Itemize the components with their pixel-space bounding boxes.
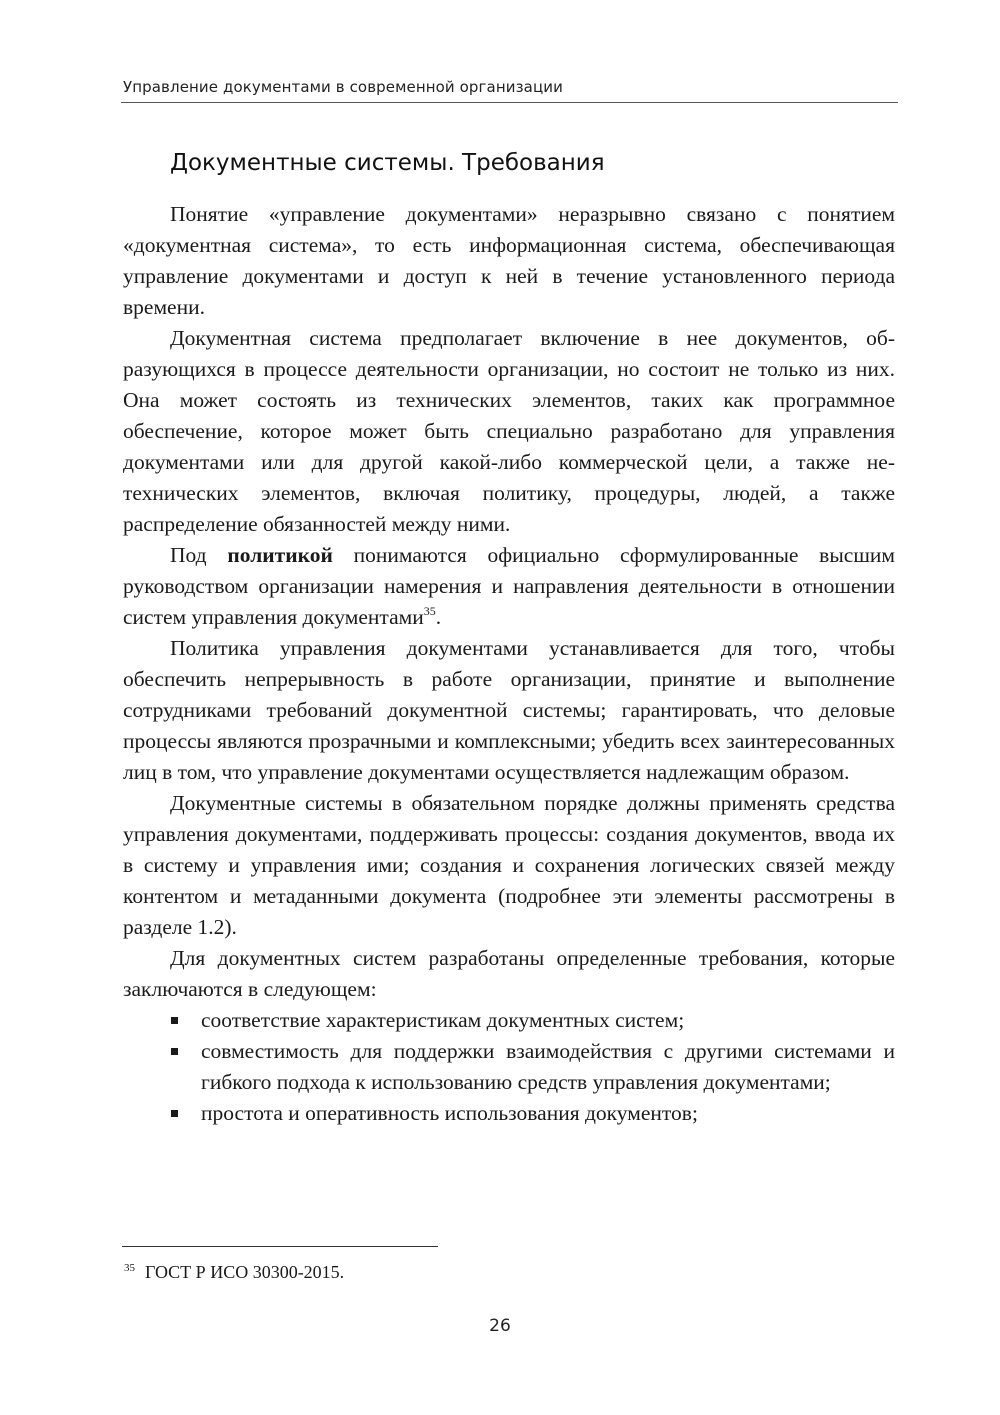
paragraph-5: Документные системы в обязательном порядке должны применять средства управления документами, поддерживать процессы: создания документов, ввода их в систему и управления ими; создания и сохранения логических связей между контентом и метаданными документа (подробнее эти элементы рассмотрены в разделе 1.2).	[123, 791, 895, 939]
list-item-text: соответствие характеристикам документных систем;	[201, 1008, 685, 1032]
paragraph-3-body: понимаются официально сформулированные высшим руководством организации намерения и направления деятельности в отношении систем управления документами	[123, 543, 895, 629]
list-item-text: простота и оперативность использования документов;	[201, 1101, 698, 1125]
footnote-number: 35	[124, 1262, 135, 1274]
paragraph-3	[123, 540, 895, 633]
square-bullet-icon	[171, 1017, 178, 1024]
paragraph-2: Документная система предполагает включение в нее документов, образующихся в процессе деятельности организации, но состоит не только из них. Она может состоять из технических элементов, таких как программное обеспечение, которое может быть специально разработано для управления документами или для другой какой-либо коммерческой цели, а также нетехнических элементов, включая политику, процедуры, людей, а также распределение обязанностей между ними.	[123, 326, 895, 536]
paragraph-3-end: .	[435, 605, 442, 629]
list-item	[123, 1005, 895, 1036]
square-bullet-icon	[171, 1110, 178, 1117]
footnote-divider	[122, 1246, 438, 1247]
requirements-list	[123, 1005, 895, 1129]
paragraph-6: Для документных систем разработаны определенные требования, которые заключаются в следующем:	[123, 946, 895, 1001]
header-divider	[121, 102, 898, 103]
list-item	[123, 1036, 895, 1098]
paragraph-1: Понятие «управление документами» неразрывно связано с понятием «документная система», то есть информационная система, обеспечивающая управление документами и доступ к ней в течение установленного периода времени.	[123, 202, 895, 319]
body-text	[123, 199, 895, 1129]
paragraph-3-lead: Под	[170, 543, 228, 567]
footnote	[124, 1262, 344, 1283]
square-bullet-icon	[171, 1048, 178, 1055]
list-item-text: совместимость для поддержки взаимодействия с другими системами и гибкого подхода к использованию средств управления документами;	[201, 1039, 895, 1094]
paragraph-4: Политика управления документами устанавливается для того, чтобы обеспечить непрерывность в работе организации, принятие и выполнение сотрудниками требований документной системы; гарантировать, что деловые процессы являются прозрачными и комплексными; убедить всех заинтересованных лиц в том, что управление документами осуществляется надлежащим образом.	[123, 636, 895, 784]
footnote-text: ГОСТ Р ИСО 30300-2015.	[145, 1262, 345, 1282]
footnote-reference[interactable]: 35	[423, 604, 436, 618]
list-item	[123, 1098, 895, 1129]
running-header: Управление документами в современной организации	[123, 78, 563, 96]
page-number: 26	[489, 1316, 511, 1336]
term-policy: политикой	[227, 543, 333, 567]
section-title: Документные системы. Требования	[170, 150, 605, 176]
